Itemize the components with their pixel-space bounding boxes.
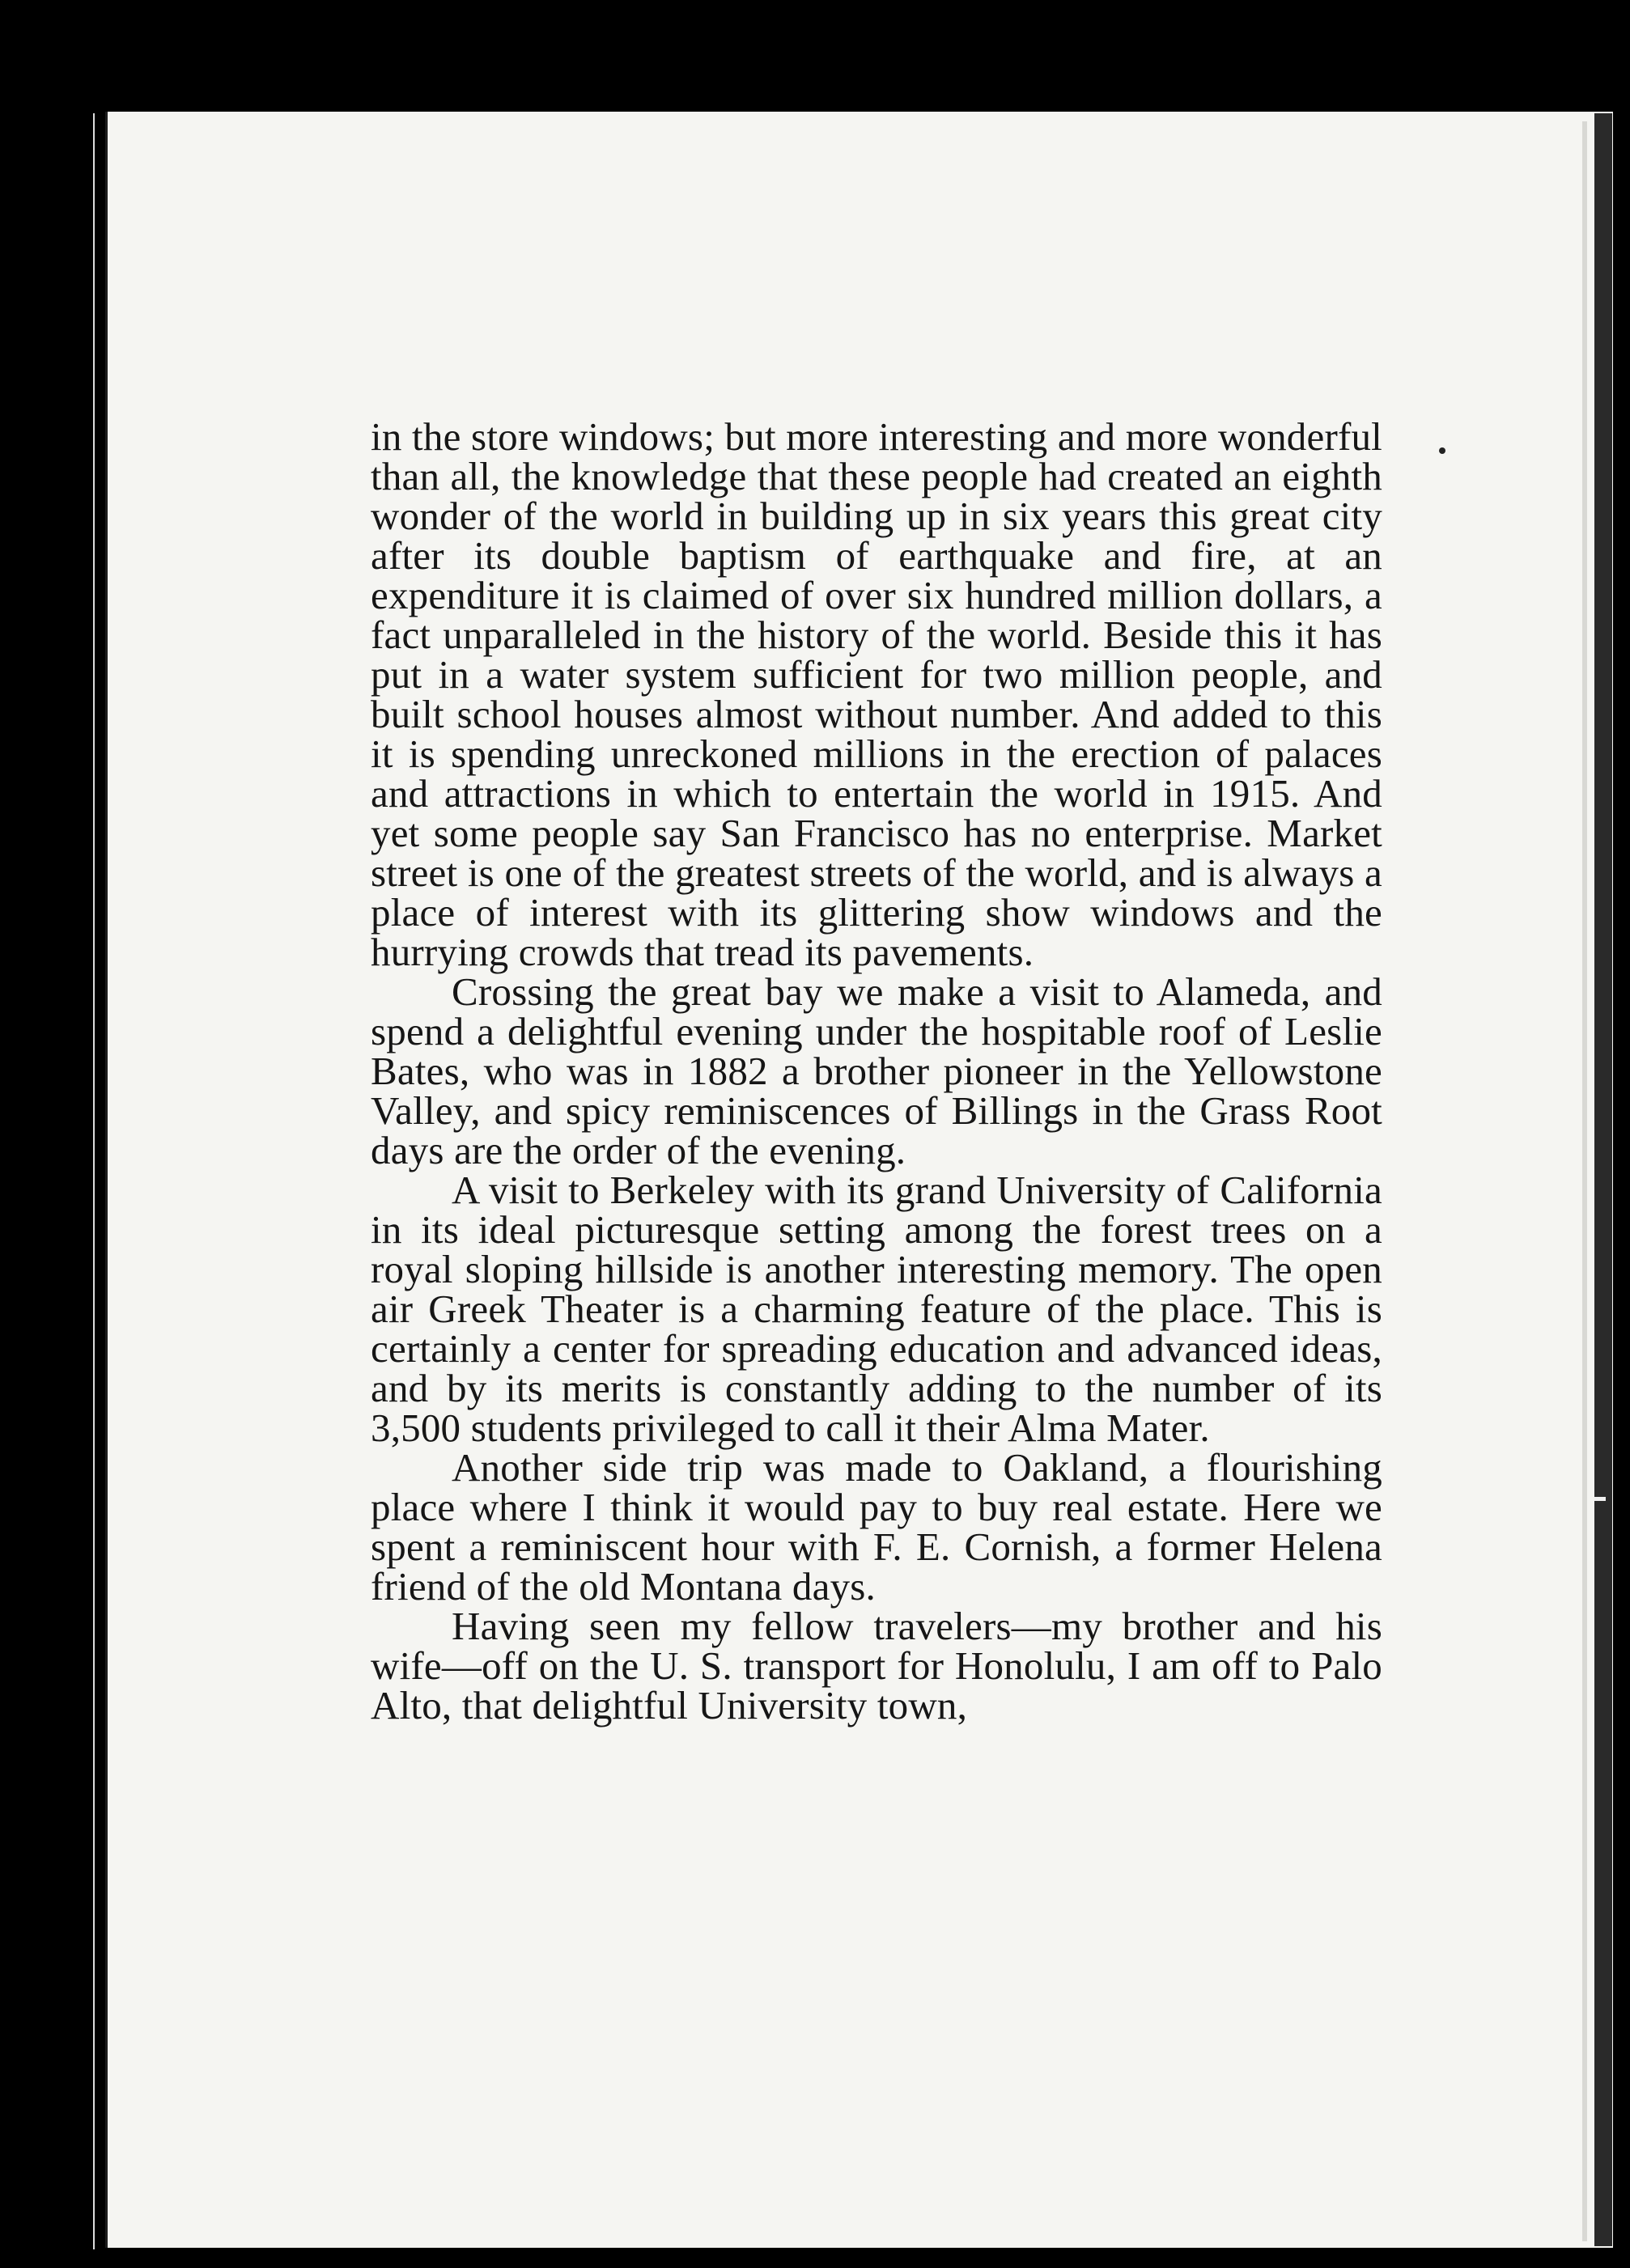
paragraph: A visit to Berkeley with its grand University of California in its ideal picturesque setting among the forest trees on a royal sloping hillside is another interesting memory. The open air Greek Theater is a charming feature of the place. This is certainly a center for spreading education and advanced ideas, and by its merits is constantly adding to the number of its 3,500 students privileged to call it their Alma Mater. (371, 1168, 1382, 1450)
paragraph: Another side trip was made to Oakland, a flourishing place where I think it would pay to buy real estate. Here we spent a reminiscent hour with F. E. Cornish, a former Helena friend of the old Montana days. (371, 1445, 1382, 1609)
right-page-edge (1594, 113, 1612, 2246)
paragraph: Having seen my fellow travelers—my brother and his wife—off on the U. S. transport for Honolulu, I am off to Palo Alto, that delightful University town, (371, 1604, 1382, 1727)
scan-speck (1439, 447, 1445, 454)
left-page-edge (93, 113, 95, 2249)
paragraph: in the store windows; but more interesting and more wonderful than all, the knowledge that these people had created an eighth wonder of the world in building up in six years this great city after its double baptism of earthquake and fire, at an expenditure it is claimed of over six hundred million dollars, a fact unparalleled in the history of the world. Beside this it has put in a water system sufficient for two million people, and built school houses almost without number. And added to this it is spending unreckoned millions in the erection of palaces and attractions in which to entertain the world in 1915. And yet some people say San Francisco has no enterprise. Market street is one of the greatest streets of the world, and is always a place of interest with its glittering show windows and the hurrying crowds that tread its pavements. (371, 414, 1382, 974)
page-edge-highlight (1582, 121, 1587, 2241)
paragraph: Crossing the great bay we make a visit to Alameda, and spend a delightful evening under the hospitable roof of Leslie Bates, who was in 1882 a brother pioneer in the Yellowstone Valley, and spicy reminiscences of Billings in the Grass Root days are the order of the evening. (371, 969, 1382, 1172)
body-text (371, 414, 1382, 1727)
scan-speck (1594, 1497, 1606, 1501)
